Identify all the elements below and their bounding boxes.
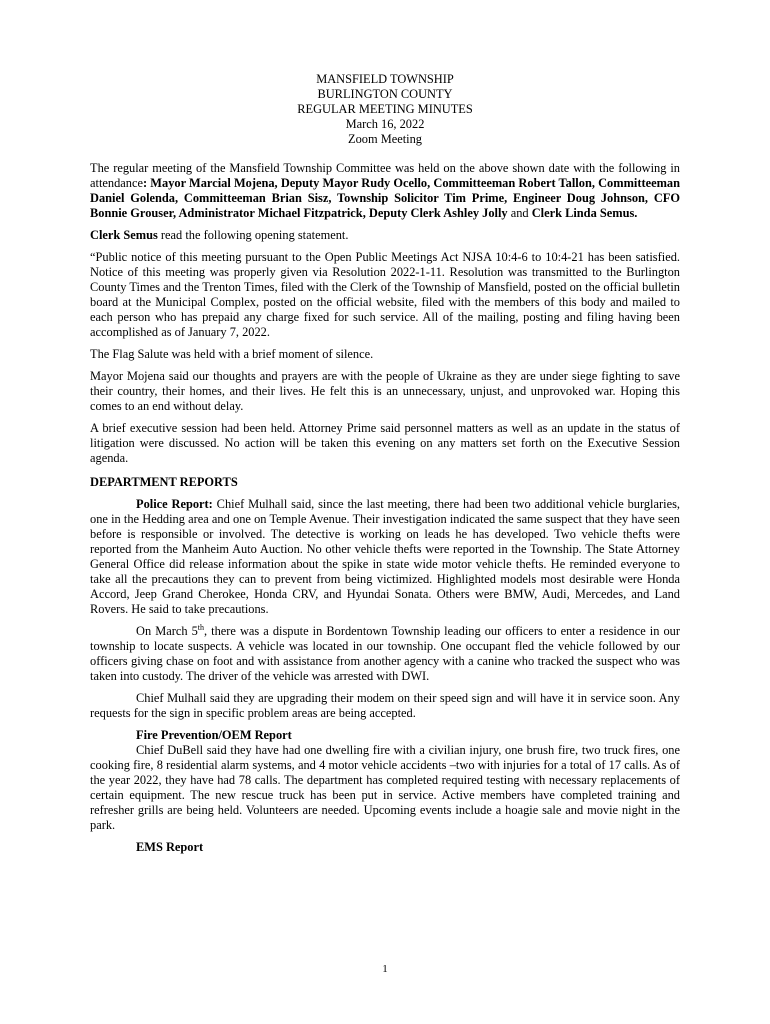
document-title: REGULAR MEETING MINUTES — [297, 102, 473, 116]
department-reports-heading: DEPARTMENT REPORTS — [90, 475, 238, 489]
meeting-location: Zoom Meeting — [348, 132, 422, 146]
flag-salute-paragraph: The Flag Salute was held with a brief moment of silence. — [90, 347, 374, 361]
executive-session-paragraph: A brief executive session had been held. Attorney Prime said personnel matters as well as an update in the status of litigation were discussed. No action will be taken this evening on any matters set forth on the Executive Session agenda. — [90, 421, 680, 465]
ukraine-paragraph: Mayor Mojena said our thoughts and prayers are with the people of Ukraine as they are under siege fighting to save their country, their homes, and their lives. He felt this is an unnecessary, unjust, and unprovoked war. Hoping this comes to an end without delay. — [90, 369, 680, 413]
police-report-paragraph: Police Report: Chief Mulhall said, since the last meeting, there had been two additional vehicle burglaries, one in the Hedding area and one on Temple Avenue. Their investigation indicated the same suspect that they have seen before is responsible or involved. The detective is working on leads he has developed. Two vehicle thefts were reported from the Manheim Auto Auction. No other vehicle thefts were reported in the Township. The State Attorney General Office did release information about the spike in state wide motor vehicle thefts. He reminded everyone to take all the precautions they can to prevent from being victimized. Highlighted models most desirable were Honda Accord, Jeep Grand Cherokee, Honda CRV, and Hyundai Sonata. Others were BMW, Audi, Mercedes, and Land Rovers. He said to take precautions. — [90, 497, 680, 616]
township-name: MANSFIELD TOWNSHIP — [316, 72, 454, 86]
ems-report-heading: EMS Report — [136, 840, 204, 854]
page-number: 1 — [382, 963, 388, 975]
police-report-label: Police Report: — [136, 497, 213, 511]
county-name: BURLINGTON COUNTY — [317, 87, 453, 101]
attendance-paragraph: The regular meeting of the Mansfield Township Committee was held on the above shown date with the following in attendance: Mayor Marcial Mojena, Deputy Mayor Rudy Ocello, Committeeman Robert Tallon, Committeeman Daniel Golenda, Committeeman Brian Sisz, Township Solicitor Tim Prime, Engineer Doug Johnson, CFO Bonnie Grouser, Administrator Michael Fitzpatrick, Deputy Clerk Ashley Jolly and Clerk Linda Semus. — [90, 161, 680, 220]
document-header — [90, 72, 680, 147]
speed-sign-paragraph: Chief Mulhall said they are upgrading their modem on their speed sign and will have it in service soon. Any requests for the sign in specific problem areas are being accepted. — [90, 691, 680, 720]
march-5-paragraph: On March 5th, there was a dispute in Bordentown Township leading our officers to enter a residence in our township to locate suspects. A vehicle was located in our township. One occupant fled the vehicle followed by our officers giving chase on foot and with assistance from another agency with a canine who tracked the suspect who was taken into custody. The driver of the vehicle was arrested with DWI. — [90, 622, 680, 683]
fire-report-paragraph: Chief DuBell said they have had one dwelling fire with a civilian injury, one brush fire, two truck fires, one cooking fire, 8 residential alarm systems, and 4 motor vehicle accidents –two with injuries for a total of 17 calls. As of the year 2022, they have had 78 calls. The department has completed required testing with necessary replacements of certain equipment. The new rescue truck has been put in service. Active members have completed training and refresher grills are being held. Volunteers are needed. Upcoming events include a hoagie sale and movie night in the park. — [90, 743, 680, 832]
opening-paragraph: Clerk Semus read the following opening statement. — [90, 228, 349, 242]
fire-report-heading: Fire Prevention/OEM Report — [136, 728, 292, 742]
public-notice-paragraph: “Public notice of this meeting pursuant to the Open Public Meetings Act NJSA 10:4-6 to 10:4-21 has been satisfied. Notice of this meeting was properly given via Resolution 2022-1-11. Resolution was transmitted to the Burlington County Times and the Trenton Times, filed with the Clerk of the Township of Mansfield, posted on the official bulletin board at the Municipal Complex, posted on the official website, filed with the members of this body and mailed to each person who has prepaid any charge fixed for such service. All of the mailing, posting and filing having been accomplished as of January 7, 2022. — [90, 250, 680, 339]
meeting-date: March 16, 2022 — [345, 117, 425, 131]
attendee-names: Mayor Marcial Mojena, Deputy Mayor Rudy Ocello, Committeeman Robert Tallon, Committeeman Daniel Golenda, Committeeman Brian Sisz, Township Solicitor Tim Prime, Engineer Doug Johnson, CFO Bonnie Grouser, Administrator Michael Fitzpatrick, Deputy Clerk Ashley Jolly — [90, 176, 680, 220]
